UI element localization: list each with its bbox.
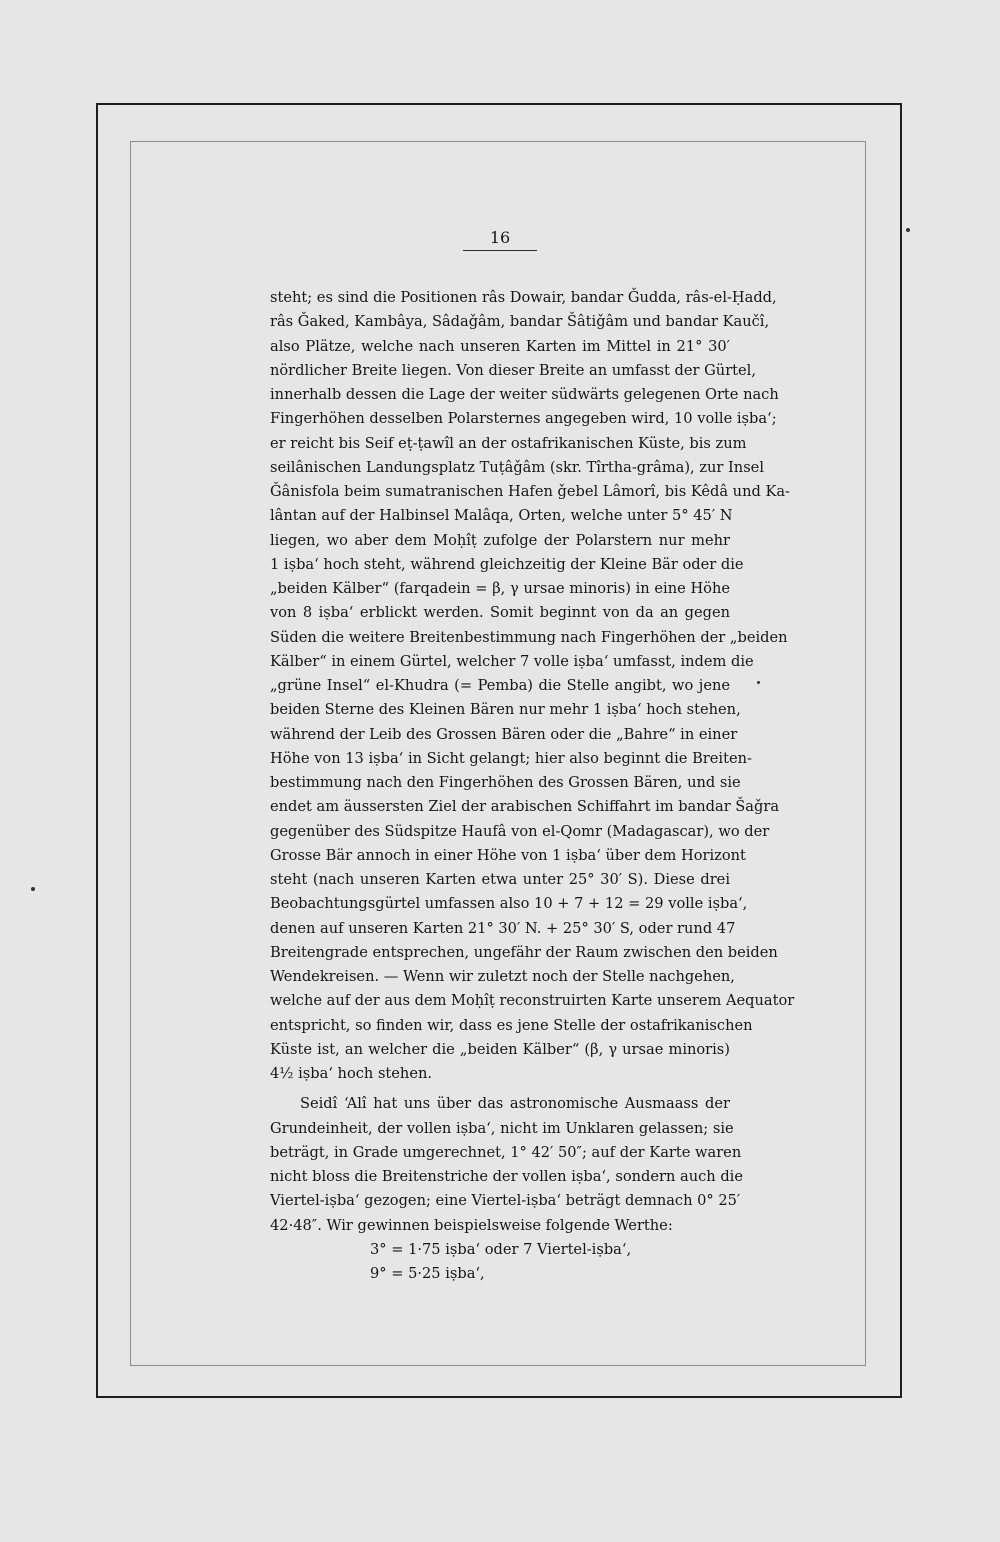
text-line: entspricht, so finden wir, dass es jene Stelle der ostafrikanischen — [270, 1016, 753, 1034]
print-speck — [906, 228, 910, 232]
text-line: steht (nach unseren Karten etwa unter 25° 30′ S). Diese drei — [270, 871, 730, 888]
text-line: 42·48″. Wir gewinnen beispielsweise folgende Werthe: — [270, 1216, 673, 1234]
print-speck — [31, 887, 35, 891]
page-number-rule — [463, 250, 537, 251]
text-line: Breitengrade entsprechen, ungefähr der Raum zwischen den beiden — [270, 943, 778, 961]
equation-line: 3° = 1·75 iṣba‘ oder 7 Viertel-iṣba‘, — [370, 1240, 632, 1258]
text-line: beträgt, in Grade umgerechnet, 1° 42′ 50″; auf der Karte waren — [270, 1143, 742, 1161]
text-line: Grundeinheit, der vollen iṣba‘, nicht im Unklaren gelassen; sie — [270, 1119, 734, 1137]
text-line: von 8 iṣba‘ erblickt werden. Somit beginnt von da an gegen — [270, 604, 730, 622]
text-line: Grosse Bär annoch in einer Höhe von 1 iṣba‘ über dem Horizont — [270, 846, 746, 864]
text-line: gegenüber des Südspitze Haufâ von el-Qomr (Madagascar), wo der — [270, 822, 770, 840]
text-line: 4½ iṣba‘ hoch stehen. — [270, 1065, 433, 1082]
text-line: 1 iṣba‘ hoch steht, während gleichzeitig der Kleine Bär oder die — [270, 555, 744, 573]
text-line: seilânischen Landungsplatz Tuṭâǧâm (skr. Tîrtha-grâma), zur Insel — [270, 458, 764, 476]
print-speck — [757, 681, 760, 684]
text-line: Kälber“ in einem Gürtel, welcher 7 volle iṣba‘ umfasst, indem die — [270, 652, 754, 670]
text-line: steht; es sind die Positionen râs Dowair, bandar Ǧudda, râs-el-Ḥadd, — [270, 289, 777, 306]
text-line: râs Ǧaked, Kambâya, Sâdaǧâm, bandar Šâtiǧâm und bandar Kaučî, — [270, 313, 770, 331]
page-number: 16 — [489, 228, 511, 247]
text-line: also Plätze, welche nach unseren Karten im Mittel in 21° 30′ — [270, 337, 730, 355]
text-line: nördlicher Breite liegen. Von dieser Breite an umfasst der Gürtel, — [270, 361, 756, 379]
text-line: Viertel-iṣba‘ gezogen; eine Viertel-iṣba‘ beträgt demnach 0° 25′ — [270, 1192, 741, 1210]
text-line: denen auf unseren Karten 21° 30′ N. + 25° 30′ S, oder rund 47 — [270, 919, 736, 937]
paragraph-2 — [270, 1092, 743, 1238]
text-line: während der Leib des Grossen Bären oder die „Bahre“ in einer — [270, 725, 738, 743]
text-line: „beiden Kälber“ (farqadein = β, γ ursae minoris) in eine Höhe — [270, 580, 730, 597]
text-line: liegen, wo aber dem Moḥîṭ zufolge der Polarstern nur mehr — [270, 531, 730, 549]
text-line: Fingerhöhen desselben Polarsternes angegeben wird, 10 volle iṣba‘; — [270, 410, 777, 428]
text-line: Ǧânisfola beim sumatranischen Hafen ǧebel Lâmorî, bis Kêdâ und Ka- — [270, 483, 790, 500]
text-line: er reicht bis Seif eṭ-ṭawîl an der ostafrikanischen Küste, bis zum — [270, 434, 747, 452]
text-line: Beobachtungsgürtel umfassen also 10 + 7 + 12 = 29 volle iṣba‘, — [270, 895, 748, 913]
text-line: beiden Sterne des Kleinen Bären nur mehr 1 iṣba‘ hoch stehen, — [270, 701, 741, 719]
body-text — [270, 286, 795, 1286]
text-line: bestimmung nach den Fingerhöhen des Grossen Bären, und sie — [270, 774, 741, 791]
text-line: innerhalb dessen die Lage der weiter südwärts gelegenen Orte nach — [270, 386, 779, 403]
equation-block — [270, 1238, 730, 1287]
text-line: „grüne Insel“ el-Khudra (= Pemba) die Stelle angibt, wo jene — [270, 677, 730, 694]
equation-line: 9° = 5·25 iṣba‘, — [370, 1265, 485, 1282]
text-line: nicht bloss die Breitenstriche der vollen iṣba‘, sondern auch die — [270, 1168, 743, 1185]
text-line: Wendekreisen. — Wenn wir zuletzt noch der Stelle nachgehen, — [270, 968, 735, 985]
paragraph-1 — [270, 286, 795, 1086]
text-line: Küste ist, an welcher die „beiden Kälber“ (β, γ ursae minoris) — [270, 1040, 730, 1058]
text-line: Süden die weitere Breitenbestimmung nach Fingerhöhen der „beiden — [270, 628, 788, 646]
text-line: Seidî ‘Alî hat uns über das astronomische Ausmaass der — [300, 1095, 730, 1113]
text-line: welche auf der aus dem Moḥîṭ reconstruirten Karte unserem Aequator — [270, 992, 795, 1010]
text-line: Höhe von 13 iṣba‘ in Sicht gelangt; hier also beginnt die Breiten- — [270, 749, 752, 767]
text-line: lântan auf der Halbinsel Malâqa, Orten, welche unter 5° 45′ N — [270, 507, 733, 525]
text-line: endet am äussersten Ziel der arabischen Schiffahrt im bandar Šaǧra — [270, 798, 780, 816]
